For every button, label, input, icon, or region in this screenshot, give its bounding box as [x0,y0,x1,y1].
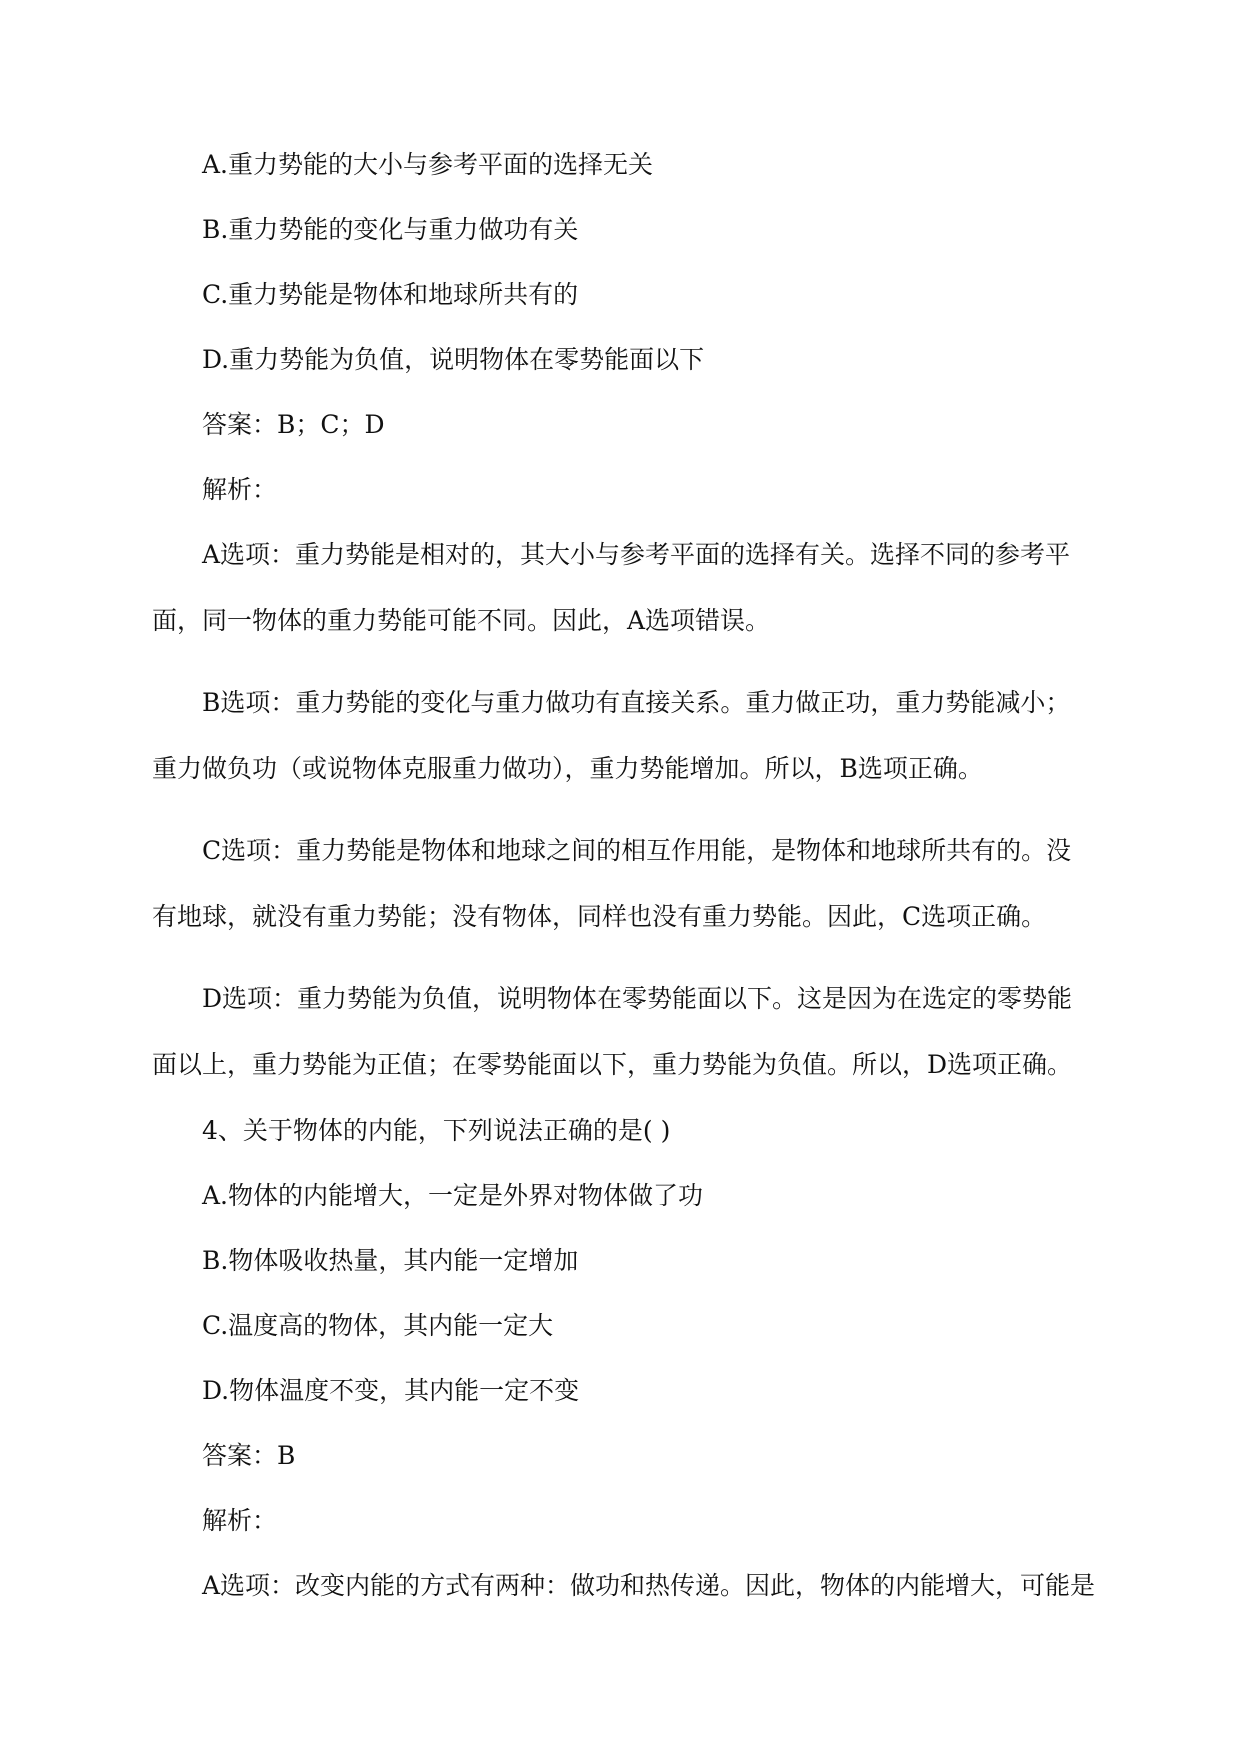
q3-option-b: B.重力势能的变化与重力做功有关 [202,215,579,244]
q3-answer: 答案：B；C；D [202,410,385,439]
q4-option-b: B.物体吸收热量，其内能一定增加 [202,1246,579,1275]
q3-option-d: D.重力势能为负值，说明物体在零势能面以下 [202,345,705,374]
q3-analysis-label: 解析： [202,475,278,504]
q3-option-c: C.重力势能是物体和地球所共有的 [202,280,579,309]
q4-question: 4、关于物体的内能，下列说法正确的是( ) [202,1116,671,1145]
q4-analysis-a-partial: A选项：改变内能的方式有两种：做功和热传递。因此，物体的内能增大，可能是 [202,1571,1096,1600]
q3-analysis-a: A选项：重力势能是相对的，其大小与参考平面的选择有关。选择不同的参考平面，同一物体的重力势能可能不同。因此，A选项错误。 [152,540,1071,635]
q4-option-a: A.物体的内能增大，一定是外界对物体做了功 [202,1181,704,1210]
q3-option-a: A.重力势能的大小与参考平面的选择无关 [202,150,654,179]
q3-analysis-b: B选项：重力势能的变化与重力做功有直接关系。重力做正功，重力势能减小；重力做负功（或说物体克服重力做功），重力势能增加。所以，B选项正确。 [152,688,1071,783]
q4-analysis-label: 解析： [202,1506,278,1535]
q4-answer: 答案：B [202,1441,296,1470]
q4-option-d: D.物体温度不变，其内能一定不变 [202,1376,580,1405]
q3-analysis-d: D选项：重力势能为负值，说明物体在零势能面以下。这是因为在选定的零势能面以上，重力势能为正值；在零势能面以下，重力势能为负值。所以，D选项正确。 [152,984,1073,1079]
q3-analysis-c: C选项：重力势能是物体和地球之间的相互作用能，是物体和地球所共有的。没有地球，就没有重力势能；没有物体，同样也没有重力势能。因此，C选项正确。 [152,836,1072,931]
q4-option-c: C.温度高的物体，其内能一定大 [202,1311,554,1340]
